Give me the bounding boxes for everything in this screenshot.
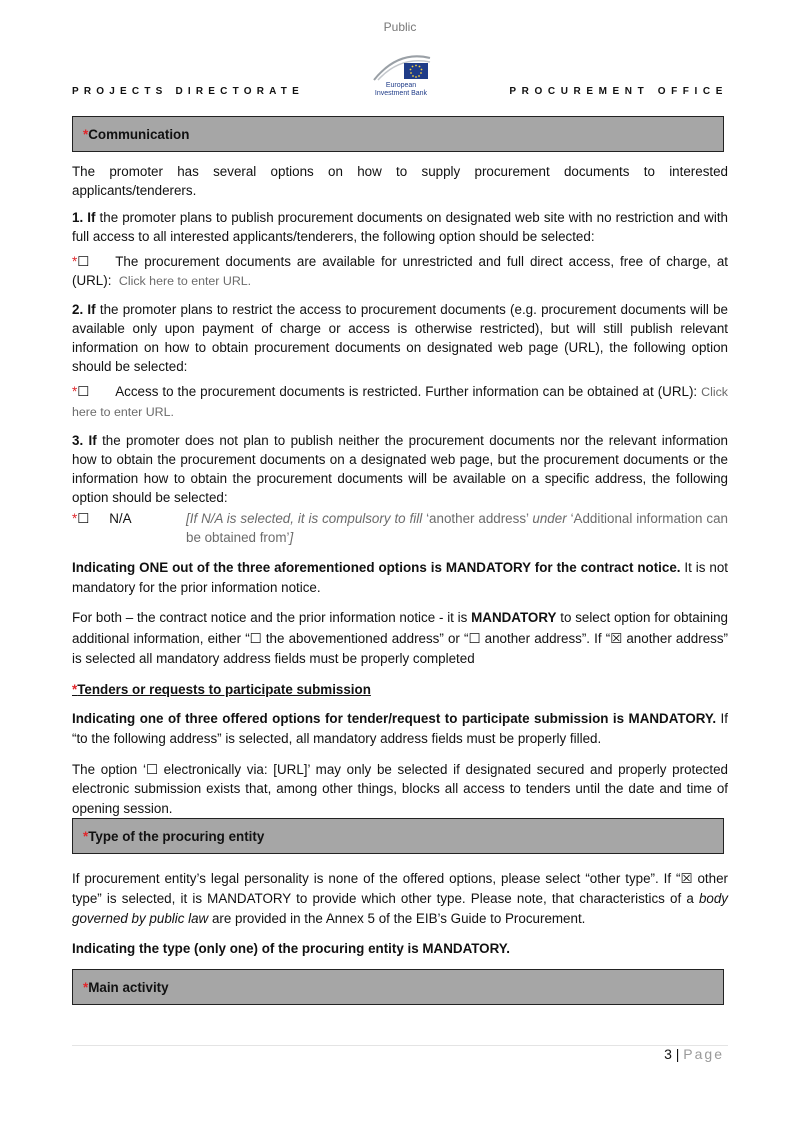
na-label: N/A	[109, 511, 132, 526]
communication-body	[72, 162, 728, 818]
option-1-paragraph	[72, 208, 728, 246]
section-communication	[72, 116, 724, 152]
mandatory-paragraph	[72, 558, 728, 598]
option-3-text: the promoter does not plan to publish neither the procurement documents nor the relevant information how to obtain the procurement documents on a designated web page, but the procurement documents or the information how to obtain the procurement documents will be available on a specific address, the following option should be selected:	[72, 433, 728, 505]
checkbox-symbol: ☐	[249, 630, 262, 646]
tenders-heading	[72, 680, 728, 699]
na-note-part: [If N/A is selected, it is compulsory to fill	[186, 511, 423, 526]
required-star: *	[83, 127, 89, 142]
tenders-bold: Indicating one of three offered options for tender/request to participate submission is MANDATORY.	[72, 710, 717, 726]
na-note-part: ‘another address’	[422, 511, 533, 526]
option-3-number: 3. If	[72, 433, 97, 448]
tenders-paragraph	[72, 709, 728, 750]
option-1-check-text: The procurement documents are available for unrestricted and full direct access, free of charge, at (URL):	[72, 254, 728, 288]
both-text: to select option for obtaining additional information, either “	[72, 610, 729, 646]
page-word: Page	[683, 1046, 724, 1062]
logo-text	[368, 82, 434, 98]
logo-line2: Investment Bank	[374, 90, 428, 97]
option-2-check-text: Access to the procurement documents is restricted. Further information can be obtained at (URL):	[115, 384, 698, 399]
classification-label: Public	[383, 20, 417, 34]
section-title: Main activity	[88, 980, 169, 995]
both-mandatory: MANDATORY	[471, 610, 557, 625]
logo-line1: European	[385, 82, 417, 89]
url-field-2[interactable]: Click here to enter URL.	[72, 385, 728, 419]
option-2-number: 2. If	[72, 302, 96, 317]
section-title: Type of the procuring entity	[88, 829, 265, 844]
header-right: PROCUREMENT OFFICE	[509, 86, 728, 97]
mandatory-bold: Indicating ONE out of the three aforementioned options is MANDATORY for the contract notice.	[72, 560, 681, 575]
option-3-paragraph	[72, 431, 728, 507]
option-2-paragraph	[72, 300, 728, 376]
footer-separator: |	[671, 1046, 684, 1062]
tenders-heading-text: Tenders or requests to participate submission	[77, 681, 371, 697]
both-paragraph	[72, 608, 728, 670]
page-number: 3	[664, 1046, 672, 1062]
footer-divider	[72, 1045, 728, 1046]
section-main-activity	[72, 969, 724, 1005]
tenders-rest: If “to the following address” is selected, all mandatory address fields must be properly filled.	[72, 710, 729, 746]
page-footer	[664, 1046, 724, 1062]
na-note-part: ‘Additional information can be obtained from’	[186, 511, 729, 545]
na-option-row	[72, 509, 728, 547]
intro-paragraph: The promoter has several options on how to supply procurement documents to interested applicants/tenderers.	[72, 164, 728, 198]
na-option-label	[72, 509, 186, 547]
required-star: *	[72, 254, 78, 269]
required-star: *	[83, 980, 89, 995]
option-1-checkbox[interactable]: ☐	[77, 254, 90, 269]
mandatory-rest: It is not mandatory for the prior information notice.	[72, 560, 728, 595]
option-1-number: 1. If	[72, 210, 96, 225]
both-text: the abovementioned address” or “	[261, 630, 469, 646]
checked-box-symbol: ☒	[610, 630, 623, 646]
electronic-text: The option ‘	[72, 761, 146, 777]
electronic-paragraph	[72, 760, 728, 819]
na-note	[186, 509, 728, 547]
option-2-checkbox[interactable]: ☐	[77, 384, 90, 399]
entity-text: are provided in the Annex 5 of the EIB’s Guide to Procurement.	[208, 911, 586, 926]
type-entity-body	[72, 869, 728, 958]
required-star: *	[72, 384, 78, 399]
required-star: *	[72, 511, 78, 526]
option-2-text: the promoter plans to restrict the access to procurement documents (e.g. procurement documents will be available only upon payment of charge or access is otherwise restricted), but will still publish relevant information on how to obtain procurement documents on designated web page (URL), the following option should be selected:	[72, 302, 728, 374]
entity-mandatory: Indicating the type (only one) of the procuring entity is MANDATORY.	[72, 941, 510, 956]
required-star: *	[83, 829, 89, 844]
option-2-checkbox-line	[72, 382, 728, 422]
option-1-checkbox-line	[72, 252, 728, 291]
section-title: Communication	[88, 127, 190, 142]
both-text: another address”. If “	[480, 630, 611, 646]
na-note-part: under	[532, 511, 567, 526]
option-1-text: the promoter plans to publish procurement documents on designated web site with no restriction and with full access to all interested applicants/tenderers, the following option should be selected:	[72, 210, 728, 244]
section-type-entity	[72, 818, 724, 854]
both-text: For both – the contract notice and the prior information notice - it is	[72, 610, 472, 625]
both-text: another address” is selected all mandatory address fields must be properly completed	[72, 630, 729, 666]
entity-text: If procurement entity’s legal personality is none of the offered options, please select “other type”. If “	[72, 871, 681, 886]
entity-paragraph	[72, 869, 728, 929]
na-note-part: ]	[289, 530, 294, 545]
checkbox-symbol: ☐	[145, 761, 158, 777]
required-star: *	[72, 681, 78, 697]
entity-text: other type” is selected, it is MANDATORY to provide which other type. Please note, that characteristics of a	[72, 871, 728, 906]
checkbox-symbol: ☐	[468, 630, 481, 646]
na-checkbox[interactable]: ☐	[77, 511, 90, 526]
electronic-text: electronically via: [URL]’ may only be selected if designated secured and properly protected electronic submission exists that, among other things, blocks all access to tenders until the date and time of opening session.	[72, 761, 728, 816]
header-left: PROJECTS DIRECTORATE	[72, 86, 304, 97]
checked-box-symbol: ☒	[680, 871, 693, 886]
url-field-1[interactable]: Click here to enter URL.	[118, 274, 252, 288]
entity-italic: body governed by public law	[72, 891, 728, 926]
